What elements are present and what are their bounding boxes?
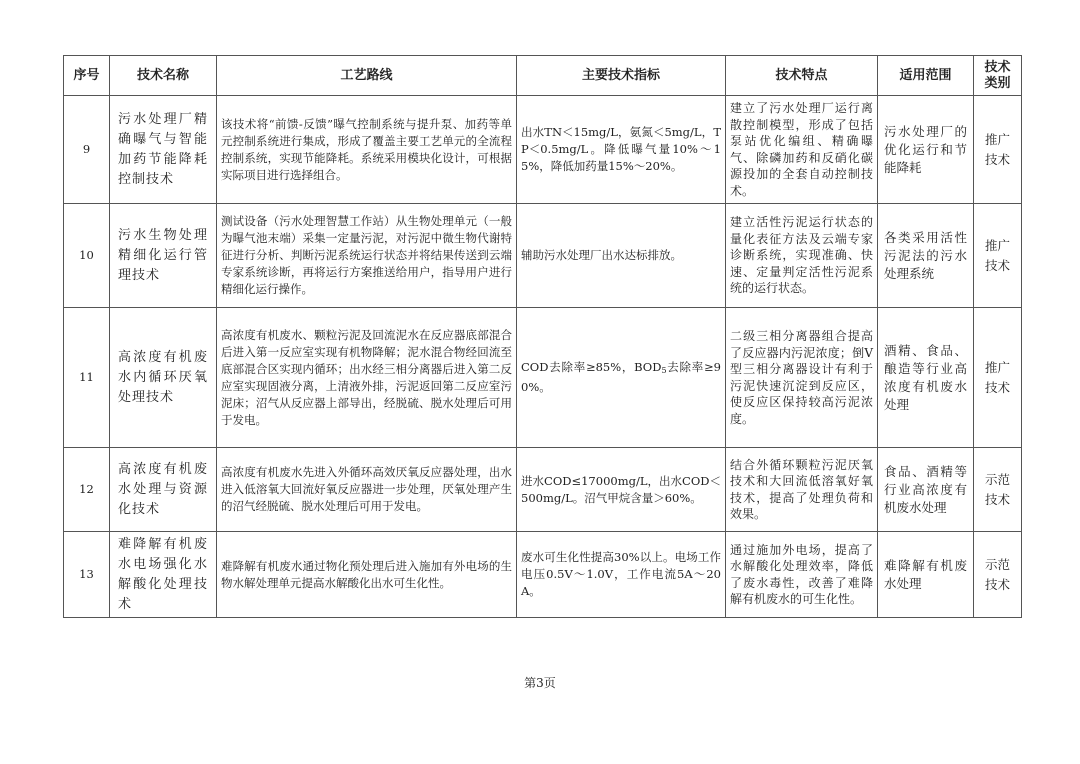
row-process: 高浓度有机废水先进入外循环高效厌氧反应器处理，出水进入低溶氧大回流好氧反应器进一步处理，厌氧处理产生的沼气经脱硫、脱水处理后可用于发电。: [217, 448, 517, 532]
row-process: 难降解有机废水通过物化预处理后进入施加有外电场的生物水解处理单元提高水解酸化出水可生化性。: [217, 532, 517, 618]
header-scope: 适用范围: [878, 56, 974, 96]
table-body: [64, 96, 1022, 618]
row-category: [974, 204, 1022, 308]
row-category: [974, 532, 1022, 618]
row-no: 13: [64, 532, 110, 618]
row-indicators: 废水可生化性提高30%以上。电场工作电压0.5V～1.0V，工作电流5A～20A。: [517, 532, 726, 618]
row-category-label: 示范技术: [984, 556, 1010, 592]
row-indicators: 进水COD≤17000mg/L，出水COD＜500mg/L。沼气甲烷含量＞60%。: [517, 448, 726, 532]
table-row: [64, 96, 1022, 204]
row-tech-name: 高浓度有机废水内循环厌氧处理技术: [110, 308, 217, 448]
header-row: [64, 56, 1022, 96]
row-indicators: 辅助污水处理厂出水达标排放。: [517, 204, 726, 308]
row-category-label: 推广技术: [984, 359, 1010, 395]
row-scope: 污水处理厂的优化运行和节能降耗: [878, 96, 974, 204]
row-category: [974, 448, 1022, 532]
header-features: 技术特点: [726, 56, 878, 96]
row-features: 建立了污水处理厂运行离散控制模型，形成了包括泵站优化编组、精确曝气、除磷加药和反硝化碳源投加的全套自动控制技术。: [726, 96, 878, 204]
row-scope: 难降解有机废水处理: [878, 532, 974, 618]
row-tech-name: 高浓度有机废水处理与资源化技术: [110, 448, 217, 532]
row-category-label: 推广技术: [984, 237, 1010, 273]
row-tech-name: 难降解有机废水电场强化水解酸化处理技术: [110, 532, 217, 618]
row-scope: 酒精、食品、酿造等行业高浓度有机废水处理: [878, 308, 974, 448]
row-no: 12: [64, 448, 110, 532]
row-indicators: [517, 308, 726, 448]
row-tech-name: 污水处理厂精确曝气与智能加药节能降耗控制技术: [110, 96, 217, 204]
row-scope: 食品、酒精等行业高浓度有机废水处理: [878, 448, 974, 532]
row-features: 结合外循环颗粒污泥厌氧技术和大回流低溶氧好氧技术，提高了处理负荷和效果。: [726, 448, 878, 532]
table-row: [64, 204, 1022, 308]
row-indicators: 出水TN＜15mg/L，氨氮＜5mg/L，TP＜0.5mg/L。降低曝气量10%～15%，降低加药量15%～20%。: [517, 96, 726, 204]
table-row: [64, 448, 1022, 532]
row-process: 高浓度有机废水、颗粒污泥及回流泥水在反应器底部混合后进入第一反应室实现有机物降解；泥水混合物经回流至底部混合区实现内循环；出水经三相分离器后进入第二反应室实现固液分离，上清液外排，污泥返回第二反应室污泥床；沼气从反应器上部导出，经脱硫、脱水处理后可用于发电。: [217, 308, 517, 448]
row-tech-name: 污水生物处理精细化运行管理技术: [110, 204, 217, 308]
header-category-label: 技术类别: [984, 59, 1011, 91]
row-no: 11: [64, 308, 110, 448]
row-scope: 各类采用活性污泥法的污水处理系统: [878, 204, 974, 308]
indicators-text-b: 去除率≥90%。: [521, 360, 721, 394]
row-category: [974, 308, 1022, 448]
header-process: 工艺路线: [217, 56, 517, 96]
table-row: [64, 532, 1022, 618]
indicators-text-a: COD去除率≥85%，BOD: [521, 360, 662, 374]
row-process: 该技术将“前馈-反馈”曝气控制系统与提升泵、加药等单元控制系统进行集成，形成了覆盖主要工艺单元的全流程控制系统，实现节能降耗。系统采用模块化设计，可根据实际项目进行选择组合。: [217, 96, 517, 204]
row-no: 10: [64, 204, 110, 308]
row-features: 通过施加外电场，提高了水解酸化处理效率，降低了废水毒性，改善了难降解有机废水的可生化性。: [726, 532, 878, 618]
row-no: 9: [64, 96, 110, 204]
header-name: 技术名称: [110, 56, 217, 96]
row-features: 二级三相分离器组合提高了反应器内污泥浓度；倒V型三相分离器设计有利于污泥快速沉淀到反应区，使反应区保持较高污泥浓度。: [726, 308, 878, 448]
page-number: 第3页: [524, 676, 556, 690]
table-header: [64, 56, 1022, 96]
row-features: 建立活性污泥运行状态的量化表征方法及云端专家诊断系统，实现准确、快速、定量判定活性污泥系统的运行状态。: [726, 204, 878, 308]
bod-subscript: 5: [661, 366, 667, 375]
header-category: [974, 56, 1022, 96]
row-category-label: 示范技术: [984, 471, 1010, 507]
header-no: 序号: [64, 56, 110, 96]
table-row: [64, 308, 1022, 448]
row-process: 测试设备（污水处理智慧工作站）从生物处理单元（一般为曝气池末端）采集一定量污泥，对污泥中微生物代谢特征进行分析、判断污泥系统运行状态并将结果传送到云端专家系统诊断，再将运行方案推送给用户，指导用户进行精细化运行操作。: [217, 204, 517, 308]
technology-table: [63, 55, 1022, 618]
header-indicators: 主要技术指标: [517, 56, 726, 96]
row-category: [974, 96, 1022, 204]
row-category-label: 推广技术: [984, 131, 1010, 167]
